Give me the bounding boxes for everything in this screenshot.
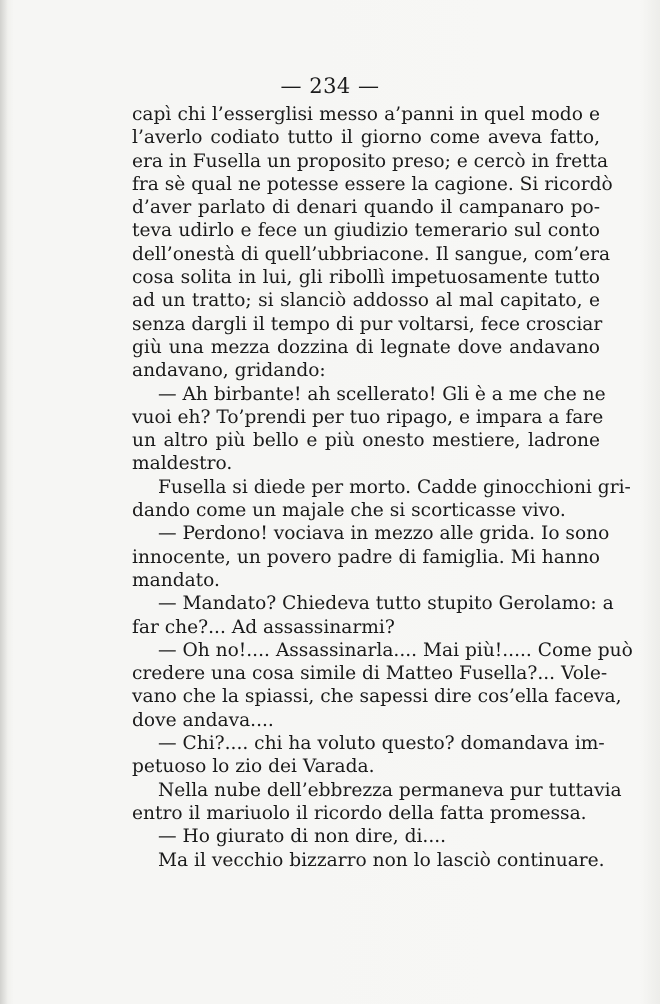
text-line: — Ah birbante! ah scellerato! Gli è a me che ne [158, 383, 606, 405]
text-line: teva udirlo e fece un giudizio temerario sul conto [132, 220, 600, 242]
text-line: vano che la spiassi, che sapessi dire cos’ella faceva, [132, 686, 622, 708]
text-line: cosa solita in lui, gli ribollì impetuosamente tutto [132, 267, 600, 289]
text-line: — Chi?.... chi ha voluto questo? domandava im- [158, 733, 605, 755]
text-line: senza dargli il tempo di pur voltarsi, fece crosciar [132, 313, 603, 335]
text-line: credere una cosa simile di Matteo Fusella?... Vole- [132, 663, 608, 685]
text-line: — Ho giurato di non dire, di.... [158, 826, 447, 848]
text-line: giù una mezza dozzina di legnate dove andavano [132, 336, 600, 358]
text-line: — Mandato? Chiedeva tutto stupito Gerolamo: a [158, 593, 614, 615]
text-line: andavano, gridando: [132, 360, 326, 382]
text-line: innocente, un povero padre di famiglia. Mi hanno [132, 546, 600, 568]
text-line: maldestro. [132, 453, 233, 475]
text-line: Nella nube dell’ebbrezza permaneva pur tuttavia [158, 779, 622, 801]
page-number: — 234 — [280, 74, 380, 98]
text-line: ad un tratto; si slanciò addosso al mal capitato, e [132, 290, 600, 312]
text-line: un altro più bello e più onesto mestiere, ladrone [132, 430, 600, 452]
body-text [132, 103, 633, 872]
text-line: dove andava.... [132, 709, 274, 731]
text-line: — Oh no!.... Assassinarla.... Mai più!..... Come può [158, 639, 633, 661]
text-line: mandato. [132, 569, 220, 591]
text-line: dando come un majale che si scorticasse vivo. [132, 500, 566, 522]
text-line: petuoso lo zio dei Varada. [132, 756, 375, 778]
page-edge-shadow [0, 0, 8, 1004]
text-line: far che?... Ad assassinarmi? [132, 616, 395, 638]
text-line: vuoi eh? To’prendi per tuo ripago, e impara a fare [132, 406, 604, 428]
text-line: Fusella si diede per morto. Cadde ginocchioni gri- [158, 476, 631, 498]
text-line: era in Fusella un proposito preso; e cercò in fretta [132, 150, 609, 172]
text-line: entro il mariuolo il ricordo della fatta promessa. [132, 802, 587, 824]
text-line: l’averlo codiato tutto il giorno come aveva fatto, [132, 127, 600, 149]
text-line: fra sè qual ne potesse essere la cagione. Si ricordò [132, 173, 613, 195]
text-line: Ma il vecchio bizzarro non lo lasciò continuare. [158, 849, 605, 871]
text-line: d’aver parlato di denari quando il campanaro po- [132, 197, 600, 219]
text-line: — Perdono! vociava in mezzo alle grida. Io sono [158, 523, 610, 545]
text-line: capì chi l’esserglisi messo a’panni in quel modo e [132, 104, 600, 125]
text-line: dell’onestà di quell’ubbriacone. Il sangue, com’era [132, 243, 611, 265]
